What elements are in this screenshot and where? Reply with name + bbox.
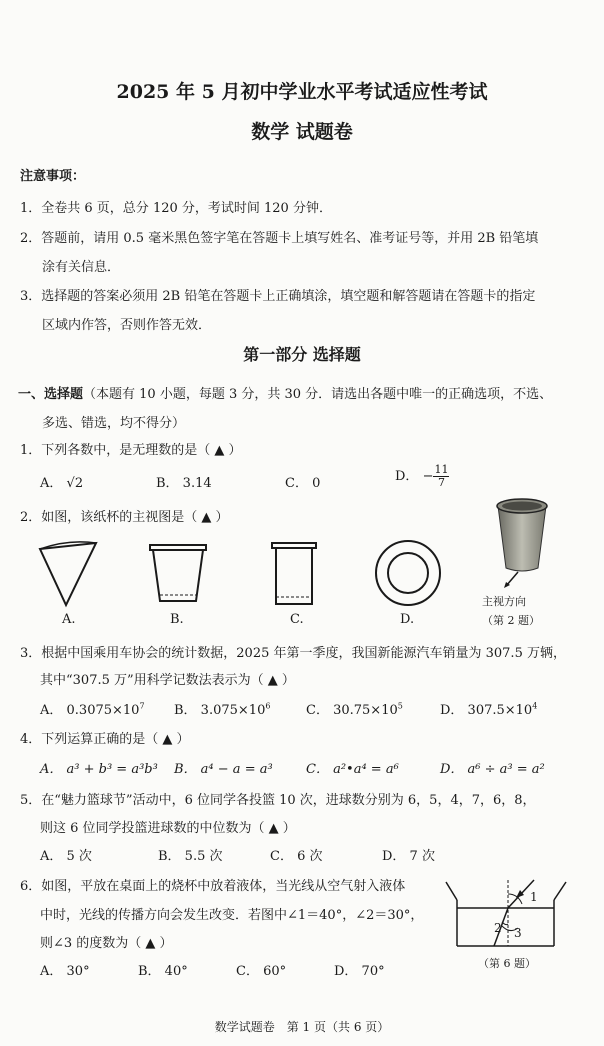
q1-option-b: B． 3.14 — [156, 476, 212, 491]
q2-option-c-label: C. — [290, 612, 304, 627]
exam-subtitle: 数学 试题卷 — [251, 121, 353, 143]
q6-angle-1-label: 1 — [530, 890, 538, 904]
q3-a-exponent: 7 — [139, 701, 145, 711]
q6-angle-2-label: 2 — [494, 921, 502, 935]
note-item-2: 2．答题前，请用 0.5 毫米黑色签字笔在答题卡上填写姓名、准考证号等，并用 2B 铅笔填 — [20, 231, 539, 246]
q3-option-b — [174, 699, 270, 718]
q1-option-d — [395, 464, 449, 489]
q4-option-a: A． a³ + b³ = a³b³ — [40, 762, 158, 777]
section-instructions: （本题有 10 小题，每题 3 分，共 30 分．请选出各题中唯一的正确选项，不选、 — [83, 387, 553, 402]
q3-b-exponent: 6 — [265, 701, 271, 711]
q3-b-text: B． 3.075×10 — [174, 703, 266, 718]
q1-d-denominator: 7 — [437, 476, 445, 489]
q2-option-a-label: A. — [62, 612, 76, 627]
q5-stem-line1: 5．在“魅力篮球节”活动中，6 位同学各投篮 10 次，进球数分别为 6，5，4，7，6，8， — [20, 793, 536, 808]
q3-d-text: D． 307.5×10 — [440, 703, 533, 718]
q2-direction-label: 主视方向 — [482, 595, 526, 608]
q6-option-c: C． 60° — [236, 964, 287, 979]
q3-d-exponent: 4 — [532, 701, 538, 711]
q6-option-b: B． 40° — [138, 964, 188, 979]
q5-option-a: A． 5 次 — [40, 849, 92, 864]
q1-d-fraction — [433, 464, 449, 489]
q4-option-c: C． a²•a⁴ = a⁶ — [306, 762, 399, 777]
q3-stem-line2: 其中“307.5 万”用科学记数法表示为（ ▲ ） — [40, 673, 295, 688]
q1-option-c: C． 0 — [285, 476, 321, 491]
q6-option-d: D． 70° — [334, 964, 385, 979]
page-footer: 数学试题卷 第 1 页（共 6 页） — [214, 1020, 390, 1034]
q2-option-b-figure — [148, 543, 208, 607]
q3-c-exponent: 5 — [397, 701, 403, 711]
notes-heading: 注意事项： — [20, 169, 86, 184]
q2-figure-caption: （第 2 题） — [482, 614, 540, 627]
q4-option-b: B． a⁴ − a = a³ — [174, 762, 273, 777]
q2-option-d-figure — [373, 538, 443, 608]
note-item-3: 3．选择题的答案必须用 2B 铅笔在答题卡上正确填涂，填空题和解答题请在答题卡的指定 — [20, 289, 536, 304]
q6-option-a: A． 30° — [40, 964, 90, 979]
q1-d-numerator: 11 — [434, 463, 449, 476]
q4-option-d: D． a⁶ ÷ a³ = a² — [440, 762, 545, 777]
q6-stem-line2: 中时，光线的传播方向会发生改变．若图中∠1＝40°，∠2＝30°， — [40, 908, 424, 923]
q3-a-text: A． 0.3075×10 — [40, 703, 140, 718]
q1-d-label: D． — [395, 469, 419, 484]
q2-option-b-label: B. — [170, 612, 184, 627]
q1-a-label: A． — [40, 476, 63, 491]
q2-option-c-figure — [270, 541, 320, 609]
q2-stem: 2．如图，该纸杯的主视图是（ ▲ ） — [20, 510, 229, 525]
q5-option-d: D． 7 次 — [382, 849, 435, 864]
note-item-2-cont: 涂有关信息． — [42, 260, 121, 275]
q1-option-a — [40, 472, 83, 491]
paper-cup-figure — [488, 496, 558, 588]
note-item-3-cont: 区域内作答，否则作答无效． — [42, 318, 212, 333]
part1-title: 第一部分 选择题 — [243, 345, 361, 364]
note-item-1: 1．全卷共 6 页，总分 120 分，考试时间 120 分钟． — [20, 201, 332, 216]
beaker-light-figure — [442, 876, 572, 948]
section-label: 一、选择题 — [18, 387, 84, 402]
q5-option-b: B． 5.5 次 — [158, 849, 223, 864]
q2-option-d-label: D. — [400, 612, 415, 627]
q6-stem-line1: 6．如图，平放在桌面上的烧杯中放着液体，当光线从空气射入液体 — [20, 879, 406, 894]
q3-stem-line1: 3．根据中国乘用车协会的统计数据，2025 年第一季度，我国新能源汽车销量为 307.5 万辆， — [20, 646, 566, 661]
q6-figure-caption: （第 6 题） — [478, 957, 536, 970]
section-instructions-cont: 多选、错选，均不得分） — [42, 416, 186, 431]
q1-stem: 1．下列各数中，是无理数的是（ ▲ ） — [20, 443, 242, 458]
q6-stem-line3: 则∠3 的度数为（ ▲ ） — [40, 936, 173, 951]
q6-angle-3-label: 3 — [514, 926, 522, 940]
q1-d-sign: − — [422, 469, 434, 484]
q3-option-a — [40, 699, 145, 718]
q4-stem: 4．下列运算正确的是（ ▲ ） — [20, 732, 190, 747]
section-intro — [18, 383, 552, 402]
q2-option-a-figure — [36, 541, 100, 611]
q5-stem-line2: 则这 6 位同学投篮进球数的中位数为（ ▲ ） — [40, 821, 296, 836]
q1-a-value: √2 — [66, 476, 84, 491]
q3-c-text: C． 30.75×10 — [306, 703, 398, 718]
q3-option-c — [306, 699, 403, 718]
q3-option-d — [440, 699, 537, 718]
q5-option-c: C． 6 次 — [270, 849, 323, 864]
exam-title: 2025 年 5 月初中学业水平考试适应性考试 — [116, 81, 488, 103]
